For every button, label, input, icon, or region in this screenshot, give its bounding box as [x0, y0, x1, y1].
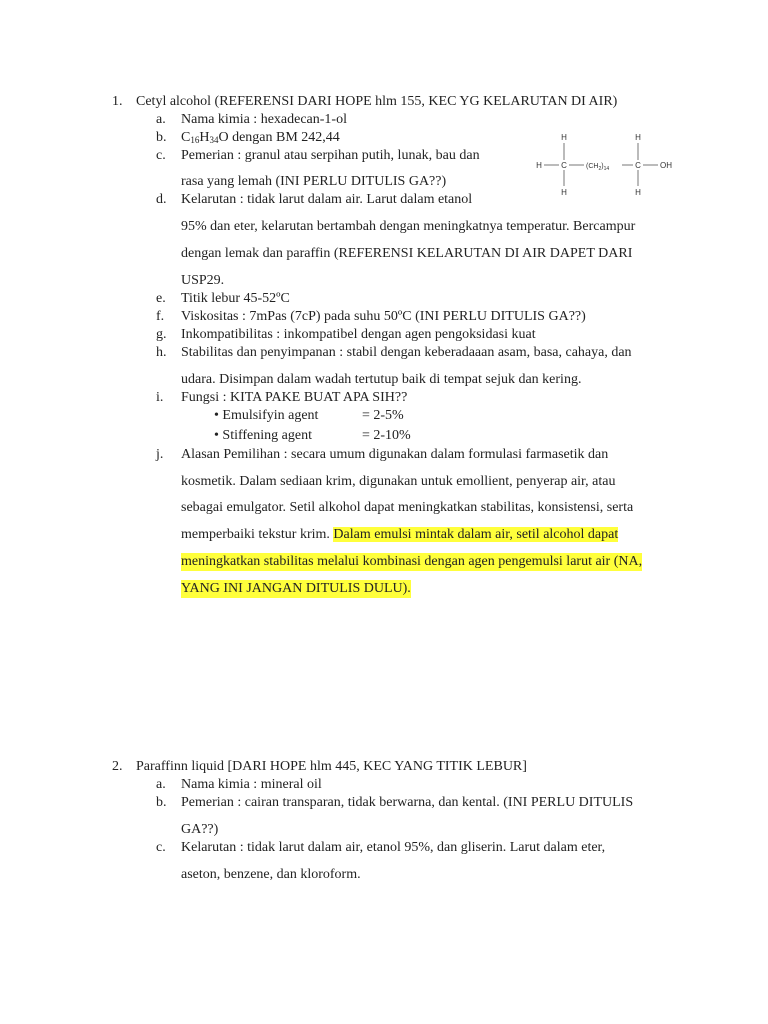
s2-item-b-letter: b. [156, 795, 167, 810]
item-j-line3: sebagai emulgator. Setil alkohol dapat meningkatkan stabilitas, konsistensi, serta [181, 500, 634, 515]
section-2-number: 2. [112, 759, 123, 774]
item-i-text: Fungsi : KITA PAKE BUAT APA SIH?? [181, 390, 408, 405]
item-h-line2: udara. Disimpan dalam wadah tertutup baik di tempat sejuk dan kering. [181, 372, 582, 387]
item-a-letter: a. [156, 112, 166, 127]
s2-item-b-line2: GA??) [181, 822, 219, 837]
cetyl-alcohol-structure [530, 128, 690, 200]
struct-c-left: C [561, 161, 567, 170]
item-j-letter: j. [156, 447, 164, 462]
s2-item-c-letter: c. [156, 840, 166, 855]
item-f-text: Viskositas : 7mPas (7cP) pada suhu 50ºC (INI PERLU DITULIS GA??) [181, 309, 586, 324]
item-j-line5-highlight: meningkatkan stabilitas melalui kombinasi dengan agen pengemulsi larut air (NA, [181, 554, 643, 569]
s2-item-b-line1: Pemerian : cairan transparan, tidak berwarna, dan kental. (INI PERLU DITULIS [181, 795, 634, 810]
item-i-letter: i. [156, 390, 164, 405]
item-e-text: Titik lebur 45-52ºC [181, 291, 290, 306]
section-2-title: Paraffinn liquid [DARI HOPE hlm 445, KEC YANG TITIK LEBUR] [136, 759, 527, 774]
item-f-letter: f. [156, 309, 165, 324]
item-d-line3: dengan lemak dan paraffin (REFERENSI KELARUTAN DI AIR DAPET DARI [181, 246, 633, 261]
struct-oh: OH [660, 161, 672, 170]
section-1-title: Cetyl alcohol (REFERENSI DARI HOPE hlm 155, KEC YG KELARUTAN DI AIR) [136, 94, 618, 109]
item-d-letter: d. [156, 192, 167, 207]
struct-h-left: H [536, 161, 542, 170]
s2-item-a-text: Nama kimia : mineral oil [181, 777, 322, 792]
item-j-line6-highlight: YANG INI JANGAN DITULIS DULU). [181, 581, 411, 596]
item-d-line4: USP29. [181, 273, 225, 288]
item-j-line4: memperbaiki tekstur krim. Dalam emulsi mintak dalam air, setil alcohol dapat [181, 527, 619, 542]
item-c-line1: Pemerian : granul atau serpihan putih, lunak, bau dan [181, 148, 480, 163]
bullet-stiffening-value: = 2-10% [362, 428, 411, 443]
item-d-line2: 95% dan eter, kelarutan bertambah dengan meningkatnya temperatur. Bercampur [181, 219, 636, 234]
s2-item-c-line1: Kelarutan : tidak larut dalam air, etanol 95%, dan gliserin. Larut dalam eter, [181, 840, 606, 855]
item-e-letter: e. [156, 291, 166, 306]
item-g-letter: g. [156, 327, 167, 342]
item-h-letter: h. [156, 345, 167, 360]
struct-chain: $(CH_2)_{14}$ [586, 163, 610, 172]
struct-h-bottom-left: H [561, 188, 567, 197]
item-g-text: Inkompatibilitas : inkompatibel dengan agen pengoksidasi kuat [181, 327, 536, 342]
s2-item-a-letter: a. [156, 777, 166, 792]
item-h-line1: Stabilitas dan penyimpanan : stabil dengan keberadaaan asam, basa, cahaya, dan [181, 345, 632, 360]
highlighted-text: Dalam emulsi mintak dalam air, setil alcohol dapat [333, 527, 619, 542]
item-c-line2: rasa yang lemah (INI PERLU DITULIS GA??) [181, 174, 447, 189]
item-a-text: Nama kimia : hexadecan-1-ol [181, 112, 347, 127]
item-c-letter: c. [156, 148, 166, 163]
bullet-stiffening: • Stiffening agent [214, 428, 312, 443]
item-j-line1: Alasan Pemilihan : secara umum digunakan dalam formulasi farmasetik dan [181, 447, 609, 462]
struct-h-top-left: H [561, 133, 567, 142]
bullet-emulsifying: • Emulsifyin agent [214, 408, 319, 423]
struct-c-right: C [635, 161, 641, 170]
bullet-emulsifying-value: = 2-5% [362, 408, 404, 423]
s2-item-c-line2: aseton, benzene, dan kloroform. [181, 867, 361, 882]
item-b-letter: b. [156, 130, 167, 145]
struct-h-bottom-right: H [635, 188, 641, 197]
struct-h-top-right: H [635, 133, 641, 142]
item-d-line1: Kelarutan : tidak larut dalam air. Larut dalam etanol [181, 192, 473, 207]
item-j-line2: kosmetik. Dalam sediaan krim, digunakan untuk emollient, penyerap air, atau [181, 474, 616, 489]
item-b-formula: $C_{16}H_{34}O$ dengan BM 242,44 [181, 130, 340, 145]
section-1-number: 1. [112, 94, 123, 109]
